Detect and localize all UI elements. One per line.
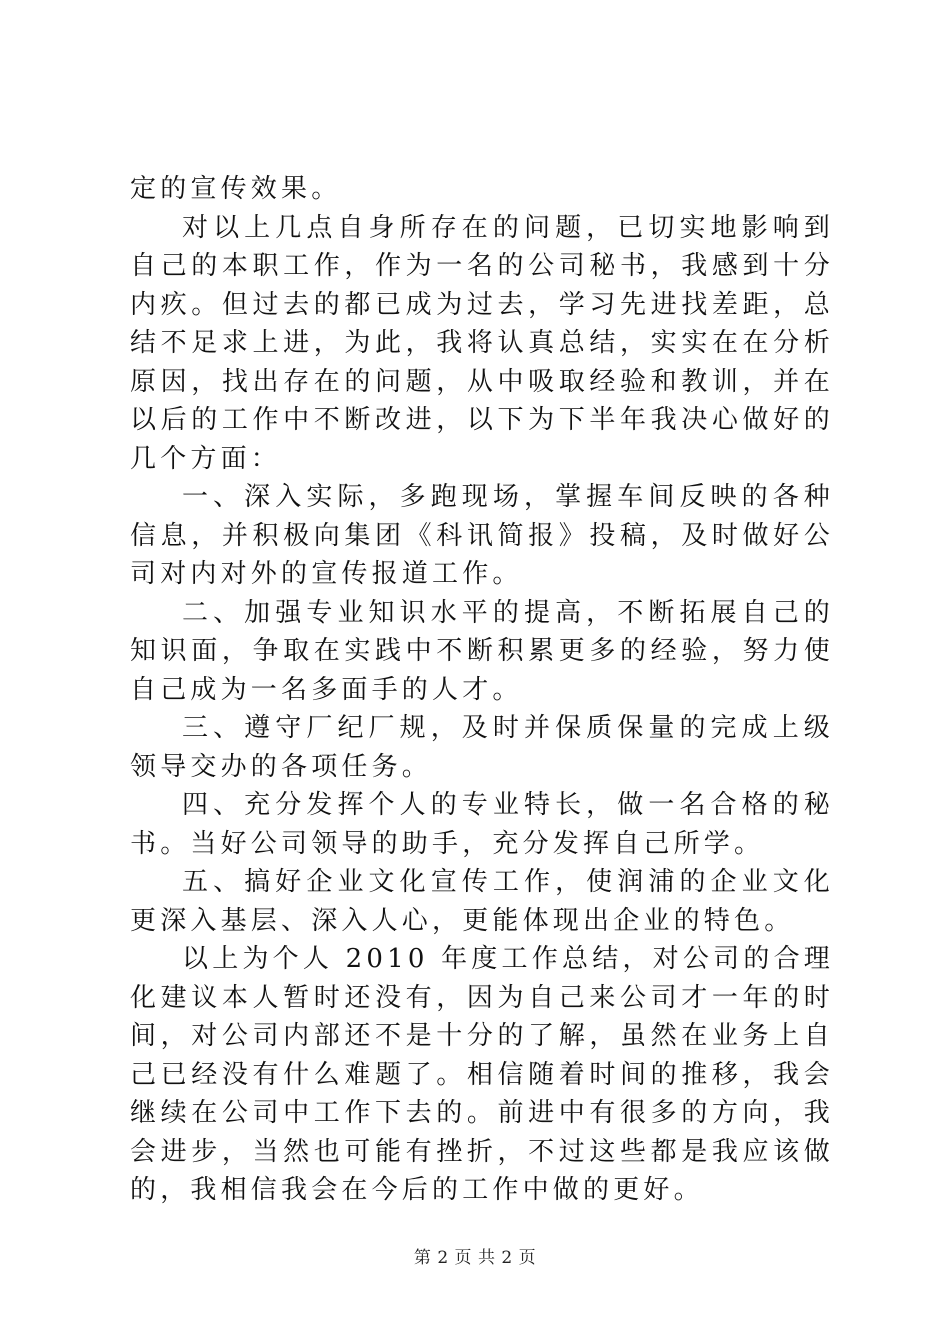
paragraph-plan-item-5: 五、搞好企业文化宣传工作，使润浦的企业文化更深入基层、深入人心，更能体现出企业的特色。 — [130, 867, 834, 936]
paragraph-self-reflection: 对以上几点自身所存在的问题，已切实地影响到自己的本职工作，作为一名的公司秘书，我感到十分内疚。但过去的都已成为过去，学习先进找差距，总结不足求上进，为此，我将认真总结，实实在在分析原因，找出存在的问题，从中吸取经验和教训，并在以后的工作中不断改进，以下为下半年我决心做好的几个方面： — [130, 212, 834, 474]
page-number-footer: 第 2 页 共 2 页 — [413, 1248, 537, 1268]
paragraph-continuation: 定的宣传效果。 — [130, 174, 342, 204]
paragraph-plan-item-3: 三、遵守厂纪厂规，及时并保质保量的完成上级领导交办的各项任务。 — [130, 713, 834, 782]
paragraph-plan-item-4: 四、充分发挥个人的专业特长，做一名合格的秘书。当好公司领导的助手，充分发挥自己所学。 — [130, 790, 834, 859]
paragraph-plan-item-2: 二、加强专业知识水平的提高，不断拓展自己的知识面，争取在实践中不断积累更多的经验，努力使自己成为一名多面手的人才。 — [130, 597, 834, 705]
document-body — [130, 170, 834, 1210]
paragraph-plan-item-1: 一、深入实际，多跑现场，掌握车间反映的各种信息，并积极向集团《科讯简报》投稿，及时做好公司对内对外的宣传报道工作。 — [130, 482, 834, 589]
paragraph-conclusion: 以上为个人 2010 年度工作总结，对公司的合理化建议本人暂时还没有，因为自己来公司才一年的时间，对公司内部还不是十分的了解，虽然在业务上自己已经没有什么难题了。相信随着时间的推移，我会继续在公司中工作下去的。前进中有很多的方向，我会进步，当然也可能有挫折，不过这些都是我应该做的，我相信我会在今后的工作中做的更好。 — [130, 944, 834, 1205]
